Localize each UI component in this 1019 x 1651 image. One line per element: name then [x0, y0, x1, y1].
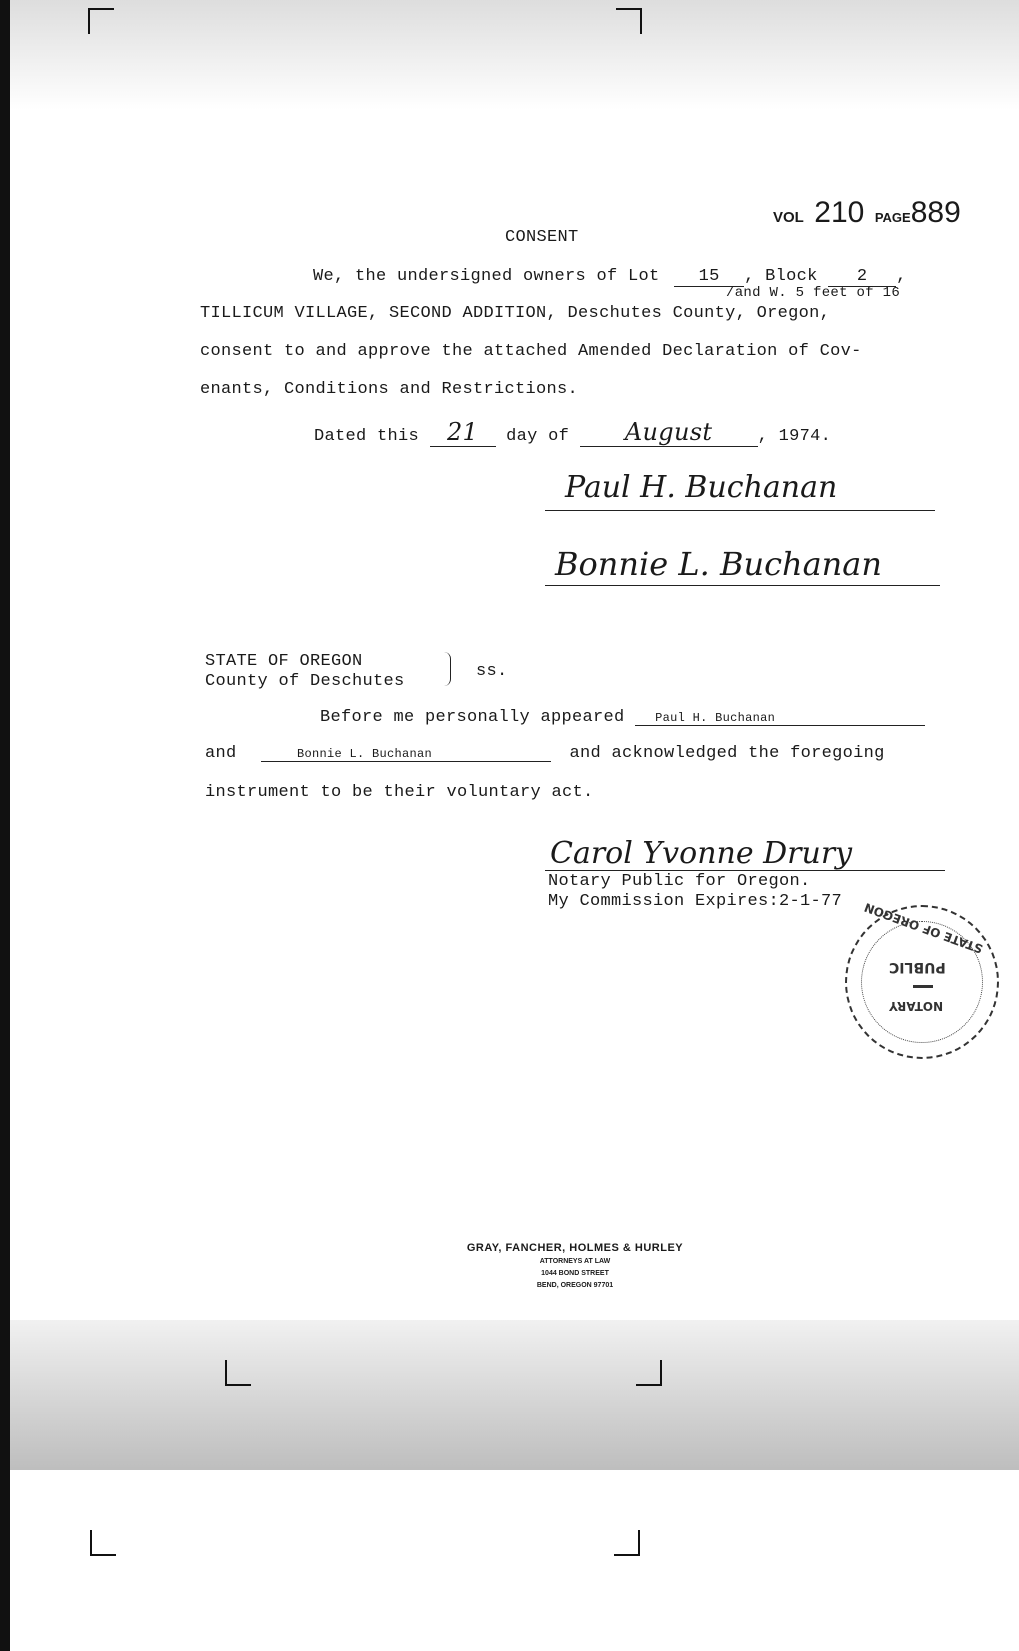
crop-mark-top-right	[616, 8, 642, 34]
and-line	[205, 744, 885, 763]
scan-left-edge	[0, 0, 10, 1651]
firm-line-3: BEND, OREGON 97701	[536, 1282, 614, 1289]
document-title: CONSENT	[505, 228, 579, 247]
seal-dash	[913, 985, 933, 988]
vol-number: 210	[814, 196, 865, 229]
dated-month: August	[580, 418, 758, 447]
ack-last-line: instrument to be their voluntary act.	[205, 783, 594, 802]
block-value: 2	[828, 267, 896, 287]
notary-signature-line	[545, 870, 945, 871]
owner-signature-1: Paul H. Buchanan	[565, 470, 838, 505]
owner-signature-2: Bonnie L. Buchanan	[555, 545, 882, 583]
before-text: Before me personally appeared	[320, 708, 625, 727]
dated-day: 21	[430, 418, 496, 447]
appeared-name-1: Paul H. Buchanan	[635, 711, 925, 726]
commission-date: 2-1-77	[779, 892, 843, 911]
dated-prefix: Dated this	[314, 427, 420, 446]
crop-mark-mid-right	[636, 1360, 662, 1386]
page-label: PAGE	[874, 210, 911, 225]
lot-value: 15	[674, 267, 744, 287]
notary-commission	[548, 892, 842, 911]
vol-label: VOL	[773, 209, 804, 226]
lot-note: /and W. 5 feet of 16	[726, 285, 901, 301]
crop-mark-bottom-left	[90, 1530, 116, 1556]
firm-name: GRAY, FANCHER, HOLMES & HURLEY	[466, 1242, 684, 1254]
venue-county: County of Deschutes	[205, 672, 405, 691]
dated-year: , 1974.	[757, 427, 832, 446]
block-label: , Block	[744, 267, 818, 286]
consent-line-1	[313, 267, 907, 287]
venue-state: STATE OF OREGON	[205, 652, 363, 671]
volume-page-stamp	[773, 196, 961, 230]
page-number: 889	[910, 196, 961, 229]
crop-mark-bottom-right	[614, 1530, 640, 1556]
appeared-name-2: Bonnie L. Buchanan	[261, 747, 551, 762]
dated-mid: day of	[506, 427, 570, 446]
block-suffix: ,	[896, 267, 907, 286]
line1-prefix: We, the undersigned owners of Lot	[313, 267, 660, 286]
notary-title: Notary Public for Oregon.	[548, 872, 811, 891]
seal-text-bottom: NOTARY	[889, 999, 944, 1013]
before-line	[320, 708, 925, 727]
scan-noise-top	[0, 0, 1019, 110]
venue-bracket	[444, 652, 451, 686]
scan-noise-bottom	[0, 1320, 1019, 1470]
crop-mark-top-left	[88, 8, 114, 34]
dated-line	[314, 418, 831, 447]
consent-line-2: TILLICUM VILLAGE, SECOND ADDITION, Deschutes County, Oregon,	[200, 304, 831, 323]
commission-label: My Commission Expires:	[548, 892, 780, 911]
seal-text-top: STATE OF OREGON	[862, 900, 985, 956]
consent-line-4: enants, Conditions and Restrictions.	[200, 380, 579, 399]
notary-seal	[845, 900, 999, 1059]
notary-signature: Carol Yvonne Drury	[550, 836, 853, 871]
ack-text: and acknowledged the foregoing	[569, 744, 885, 763]
firm-line-2: 1044 BOND STREET	[541, 1270, 609, 1277]
venue-ss: ss.	[476, 662, 508, 681]
seal-text-middle: PUBLIC	[889, 959, 946, 975]
consent-line-3: consent to and approve the attached Amended Declaration of Cov-	[200, 342, 862, 361]
crop-mark-mid-left	[225, 1360, 251, 1386]
and-text: and	[205, 744, 237, 763]
firm-line-1: ATTORNEYS AT LAW	[539, 1258, 611, 1265]
